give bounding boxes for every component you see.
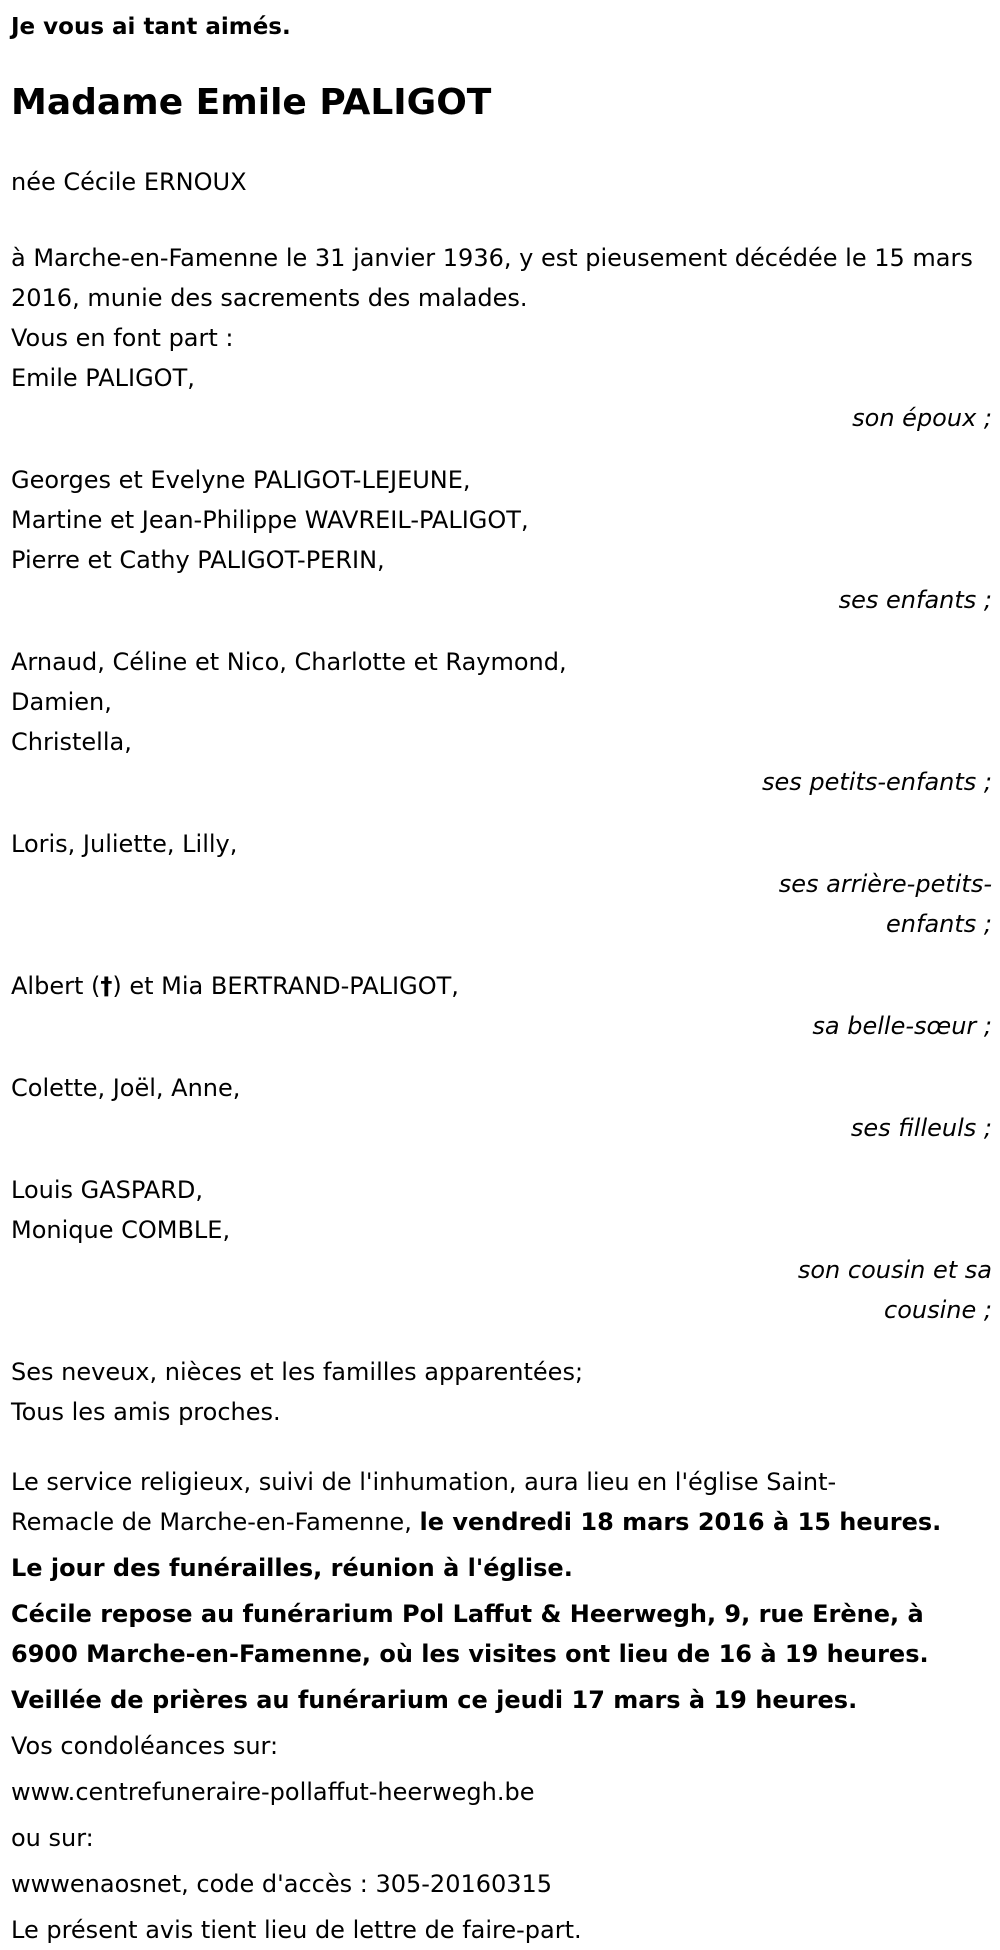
deceased-name: Madame Emile PALIGOT [11, 82, 492, 123]
others-line: Tous les amis proches. [11, 1398, 281, 1426]
family-group-petits-enfants [11, 642, 990, 802]
family-name: Colette, Joël, Anne, [11, 1074, 241, 1102]
repose-text-line2: 6900 Marche-en-Famenne, où les visites ont lieu de 16 à 19 heures. [11, 1640, 929, 1668]
family-name: Louis GASPARD, [11, 1176, 204, 1204]
condolences-label: Vos condoléances sur: [11, 1732, 279, 1760]
birth-death-text: à Marche-en-Famenne le 31 janvier 1936, y est pieusement décédée le 15 mars 2016, munie des sacrements des malades. [11, 244, 973, 312]
family-role: ses filleuls ; [850, 1114, 992, 1142]
family-group-cousins [11, 1170, 990, 1330]
family-name: Damien, [11, 688, 112, 716]
family-role: ses enfants ; [838, 586, 992, 614]
family-role: sa belle-sœur ; [812, 1012, 992, 1040]
family-role: ses petits-enfants ; [761, 768, 992, 796]
family-name: Emile PALIGOT, [11, 364, 195, 392]
family-group-belle-soeur [11, 966, 990, 1046]
service-date: le vendredi 18 mars 2016 à 15 heures. [419, 1508, 942, 1536]
service-place: Remacle de Marche-en-Famenne, [11, 1508, 420, 1536]
family-group-enfants [11, 460, 990, 620]
closing-text: Le présent avis tient lieu de lettre de faire-part. [11, 1916, 582, 1944]
condolences-or: ou sur: [11, 1824, 94, 1852]
others-line: Ses neveux, nièces et les familles apparentées; [11, 1358, 584, 1386]
repose-text-line1: Cécile repose au funérarium Pol Laffut & Heerwegh, 9, rue Erène, à [11, 1600, 924, 1628]
condolences-url[interactable]: www.centrefuneraire-pollaffut-heerwegh.be [11, 1778, 535, 1806]
family-name: Arnaud, Céline et Nico, Charlotte et Raymond, [11, 648, 567, 676]
family-role-line2: cousine ; [884, 1296, 992, 1324]
family-group-filleuls [11, 1068, 990, 1148]
reunion-text: Le jour des funérailles, réunion à l'église. [11, 1554, 573, 1582]
service-text-line2 [11, 1502, 990, 1542]
family-name: Loris, Juliette, Lilly, [11, 830, 238, 858]
maiden-name: née Cécile ERNOUX [11, 168, 247, 196]
family-group-arriere-petits-enfants [11, 824, 990, 944]
condolences-code: wwwenaosnet, code d'accès : 305-20160315 [11, 1870, 553, 1898]
name-before-cross: Albert ( [11, 972, 101, 1000]
service-text-line1: Le service religieux, suivi de l'inhumation, aura lieu en l'église Saint- [11, 1468, 837, 1496]
family-name: Pierre et Cathy PALIGOT-PERIN, [11, 546, 385, 574]
name-after-cross: ) et Mia BERTRAND-PALIGOT, [112, 972, 459, 1000]
family-name: Martine et Jean-Philippe WAVREIL-PALIGOT, [11, 506, 529, 534]
family-role-line1: ses arrière-petits- [778, 870, 992, 898]
family-name: Georges et Evelyne PALIGOT-LEJEUNE, [11, 466, 471, 494]
cross-icon: † [100, 972, 113, 1000]
family-role: son époux ; [852, 404, 992, 432]
family-role-line1: son cousin et sa [797, 1256, 992, 1284]
intro-quote: Je vous ai tant aimés. [11, 14, 291, 40]
family-group-epoux [11, 358, 990, 438]
family-role-line2: enfants ; [886, 910, 992, 938]
family-name [11, 966, 990, 1006]
family-name: Monique COMBLE, [11, 1216, 231, 1244]
family-name: Christella, [11, 728, 132, 756]
veillee-text: Veillée de prières au funérarium ce jeudi 17 mars à 19 heures. [11, 1686, 858, 1714]
announce-label: Vous en font part : [11, 324, 234, 352]
